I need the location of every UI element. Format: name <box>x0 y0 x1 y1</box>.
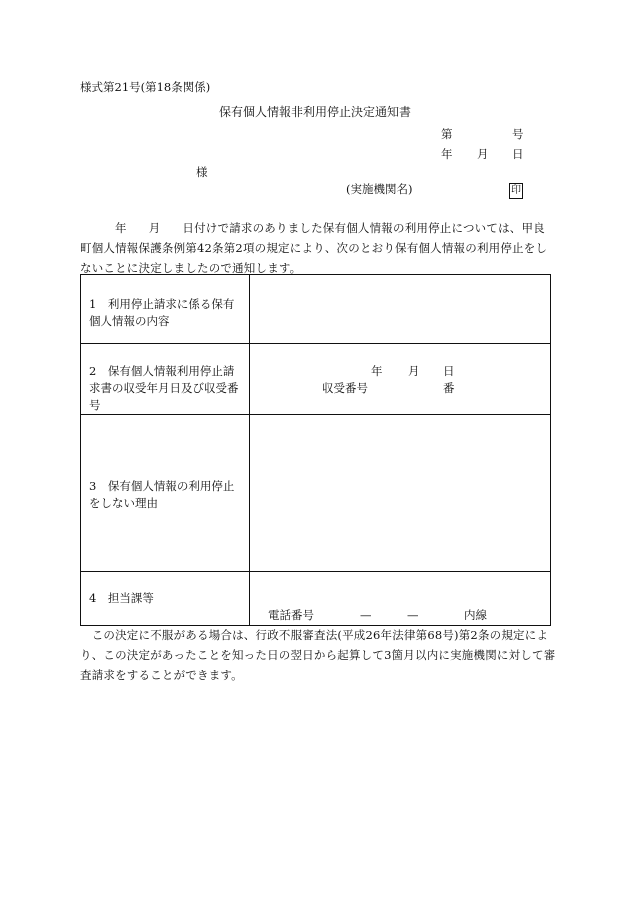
receipt-year: 年 <box>371 364 383 378</box>
intro-text: 日付けで請求のありました保有個人情報の利用停止については、甲良町個人情報保護条例第42条第2項の規定により、次のとおり保有個人情報の利用停止をしないことに決定しましたので通知します。 <box>80 221 548 275</box>
receipt-day: 日 <box>443 364 455 378</box>
phone-dash-1: — <box>360 608 372 622</box>
appeal-notice: この決定に不服がある場合は、行政不服審査法(平成26年法律第68号)第2条の規定により、この決定があったことを知った日の翌日から起算して3箇月以内に実施機関に対して審査請求をすることができます。 <box>80 628 556 682</box>
phone-dash-2: — <box>407 608 419 622</box>
row4-label: 4 担当課等 <box>89 591 154 605</box>
decision-table <box>80 274 551 626</box>
phone-number-label: 電話番号 <box>268 608 314 622</box>
row3-label-cell <box>81 415 250 572</box>
row1-value-cell <box>250 275 551 344</box>
row3-label: 3 保有個人情報の利用停止をしない理由 <box>89 479 235 510</box>
seal-mark: 印 <box>509 183 523 199</box>
addressee-sama: 様 <box>196 165 208 179</box>
agency-name-label: (実施機関名) <box>346 182 413 196</box>
row2-label: 2 保有個人情報利用停止請求書の収受年月日及び収受番号 <box>89 364 239 412</box>
table-row-receipt <box>81 344 551 415</box>
document-title: 保有個人情報非利用停止決定通知書 <box>219 105 412 119</box>
receipt-month: 月 <box>408 364 420 378</box>
row4-value-cell <box>250 572 551 626</box>
table-row-reason <box>81 415 551 572</box>
row4-label-cell <box>81 572 250 626</box>
form-number: 様式第21号(第18条関係) <box>80 80 211 94</box>
row1-label: 1 利用停止請求に係る保有個人情報の内容 <box>89 297 235 328</box>
table-row-content <box>81 275 551 344</box>
row2-label-cell <box>81 344 250 415</box>
row1-label-cell <box>81 275 250 344</box>
intro-month: 月 <box>148 221 161 235</box>
receipt-number-label: 収受番号 <box>322 381 368 395</box>
reference-year: 年 <box>441 147 453 161</box>
row2-value-cell <box>250 344 551 415</box>
table-row-contact <box>81 572 551 626</box>
reference-day: 日 <box>512 147 524 161</box>
receipt-ban: 番 <box>443 381 455 395</box>
reference-go: 号 <box>512 127 524 141</box>
reference-dai: 第 <box>441 127 453 141</box>
intro-paragraph <box>80 218 556 278</box>
reference-month: 月 <box>477 147 489 161</box>
extension-label: 内線 <box>464 608 487 622</box>
intro-year: 年 <box>115 221 127 235</box>
row3-value-cell <box>250 415 551 572</box>
